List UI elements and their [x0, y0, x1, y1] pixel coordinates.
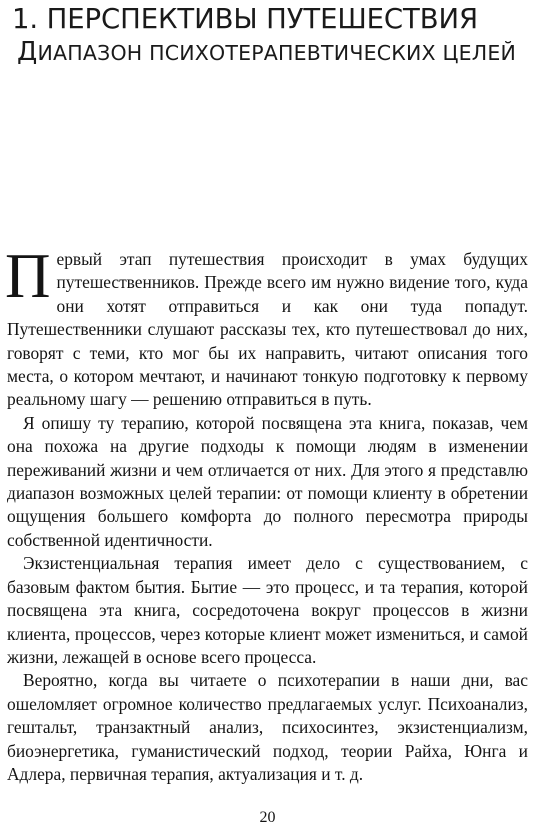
page-number: 20 [259, 809, 276, 826]
paragraph-3: Экзистенциальная терапия имеет дело с существованием, с базовым фактом бытия. Бытие — это процесс, и та терапия, которой посвящена эта книга, сосредоточена вокруг процессов в жизни клиента, процессов, через которые клиент может измениться, и самой жизни, лежащей в основе всего процесса. [7, 553, 528, 667]
body-text [5, 241, 528, 786]
paragraph-1 [5, 241, 528, 412]
paragraph-2: Я опишу ту терапию, которой посвящена эта книга, показав, чем она похожа на другие подходы к помощи людям в изменении переживаний жизни и чем отличается от них. Для этого я представлю диапазон возможных целей терапии: от помощи клиенту в обретении ощущения большего комфорта до полного пересмотра природы собственной идентичности. [7, 412, 528, 550]
drop-cap: П [5, 241, 51, 311]
section-title-initial: Д [17, 37, 38, 67]
paragraph-1-text: ервый этап путешествия происходит в умах будущих путешественников. Прежде всего им нужно видение того, куда они хотят отправиться и как они туда попадут. Путешественники слушают рассказы тех, кто путешествовал до них, говорят с теми, кто мог бы их направить, читают описания того места, о котором мечтают, и начинают тонкую подготовку к первому реальному шагу — решению отправиться в путь. [7, 249, 528, 410]
paragraph-4: Вероятно, когда вы читаете о психотерапии в наши дни, вас ошеломляет огромное количество предлагаемых услуг. Психоанализ, гештальт, транзактный анализ, психосинтез, экзистенциализм, биоэнергетика, гуманистический подход, теории Райха, Юнга и Адлера, первичная терапия, актуализация и т. д. [7, 670, 528, 784]
section-title-rest: ИАПАЗОН ПСИХОТЕРАПЕВТИЧЕСКИХ ЦЕЛЕЙ [37, 41, 517, 65]
section-title [17, 38, 516, 67]
chapter-title: 1. ПЕРСПЕКТИВЫ ПУТЕШЕСТВИЯ [12, 3, 478, 35]
